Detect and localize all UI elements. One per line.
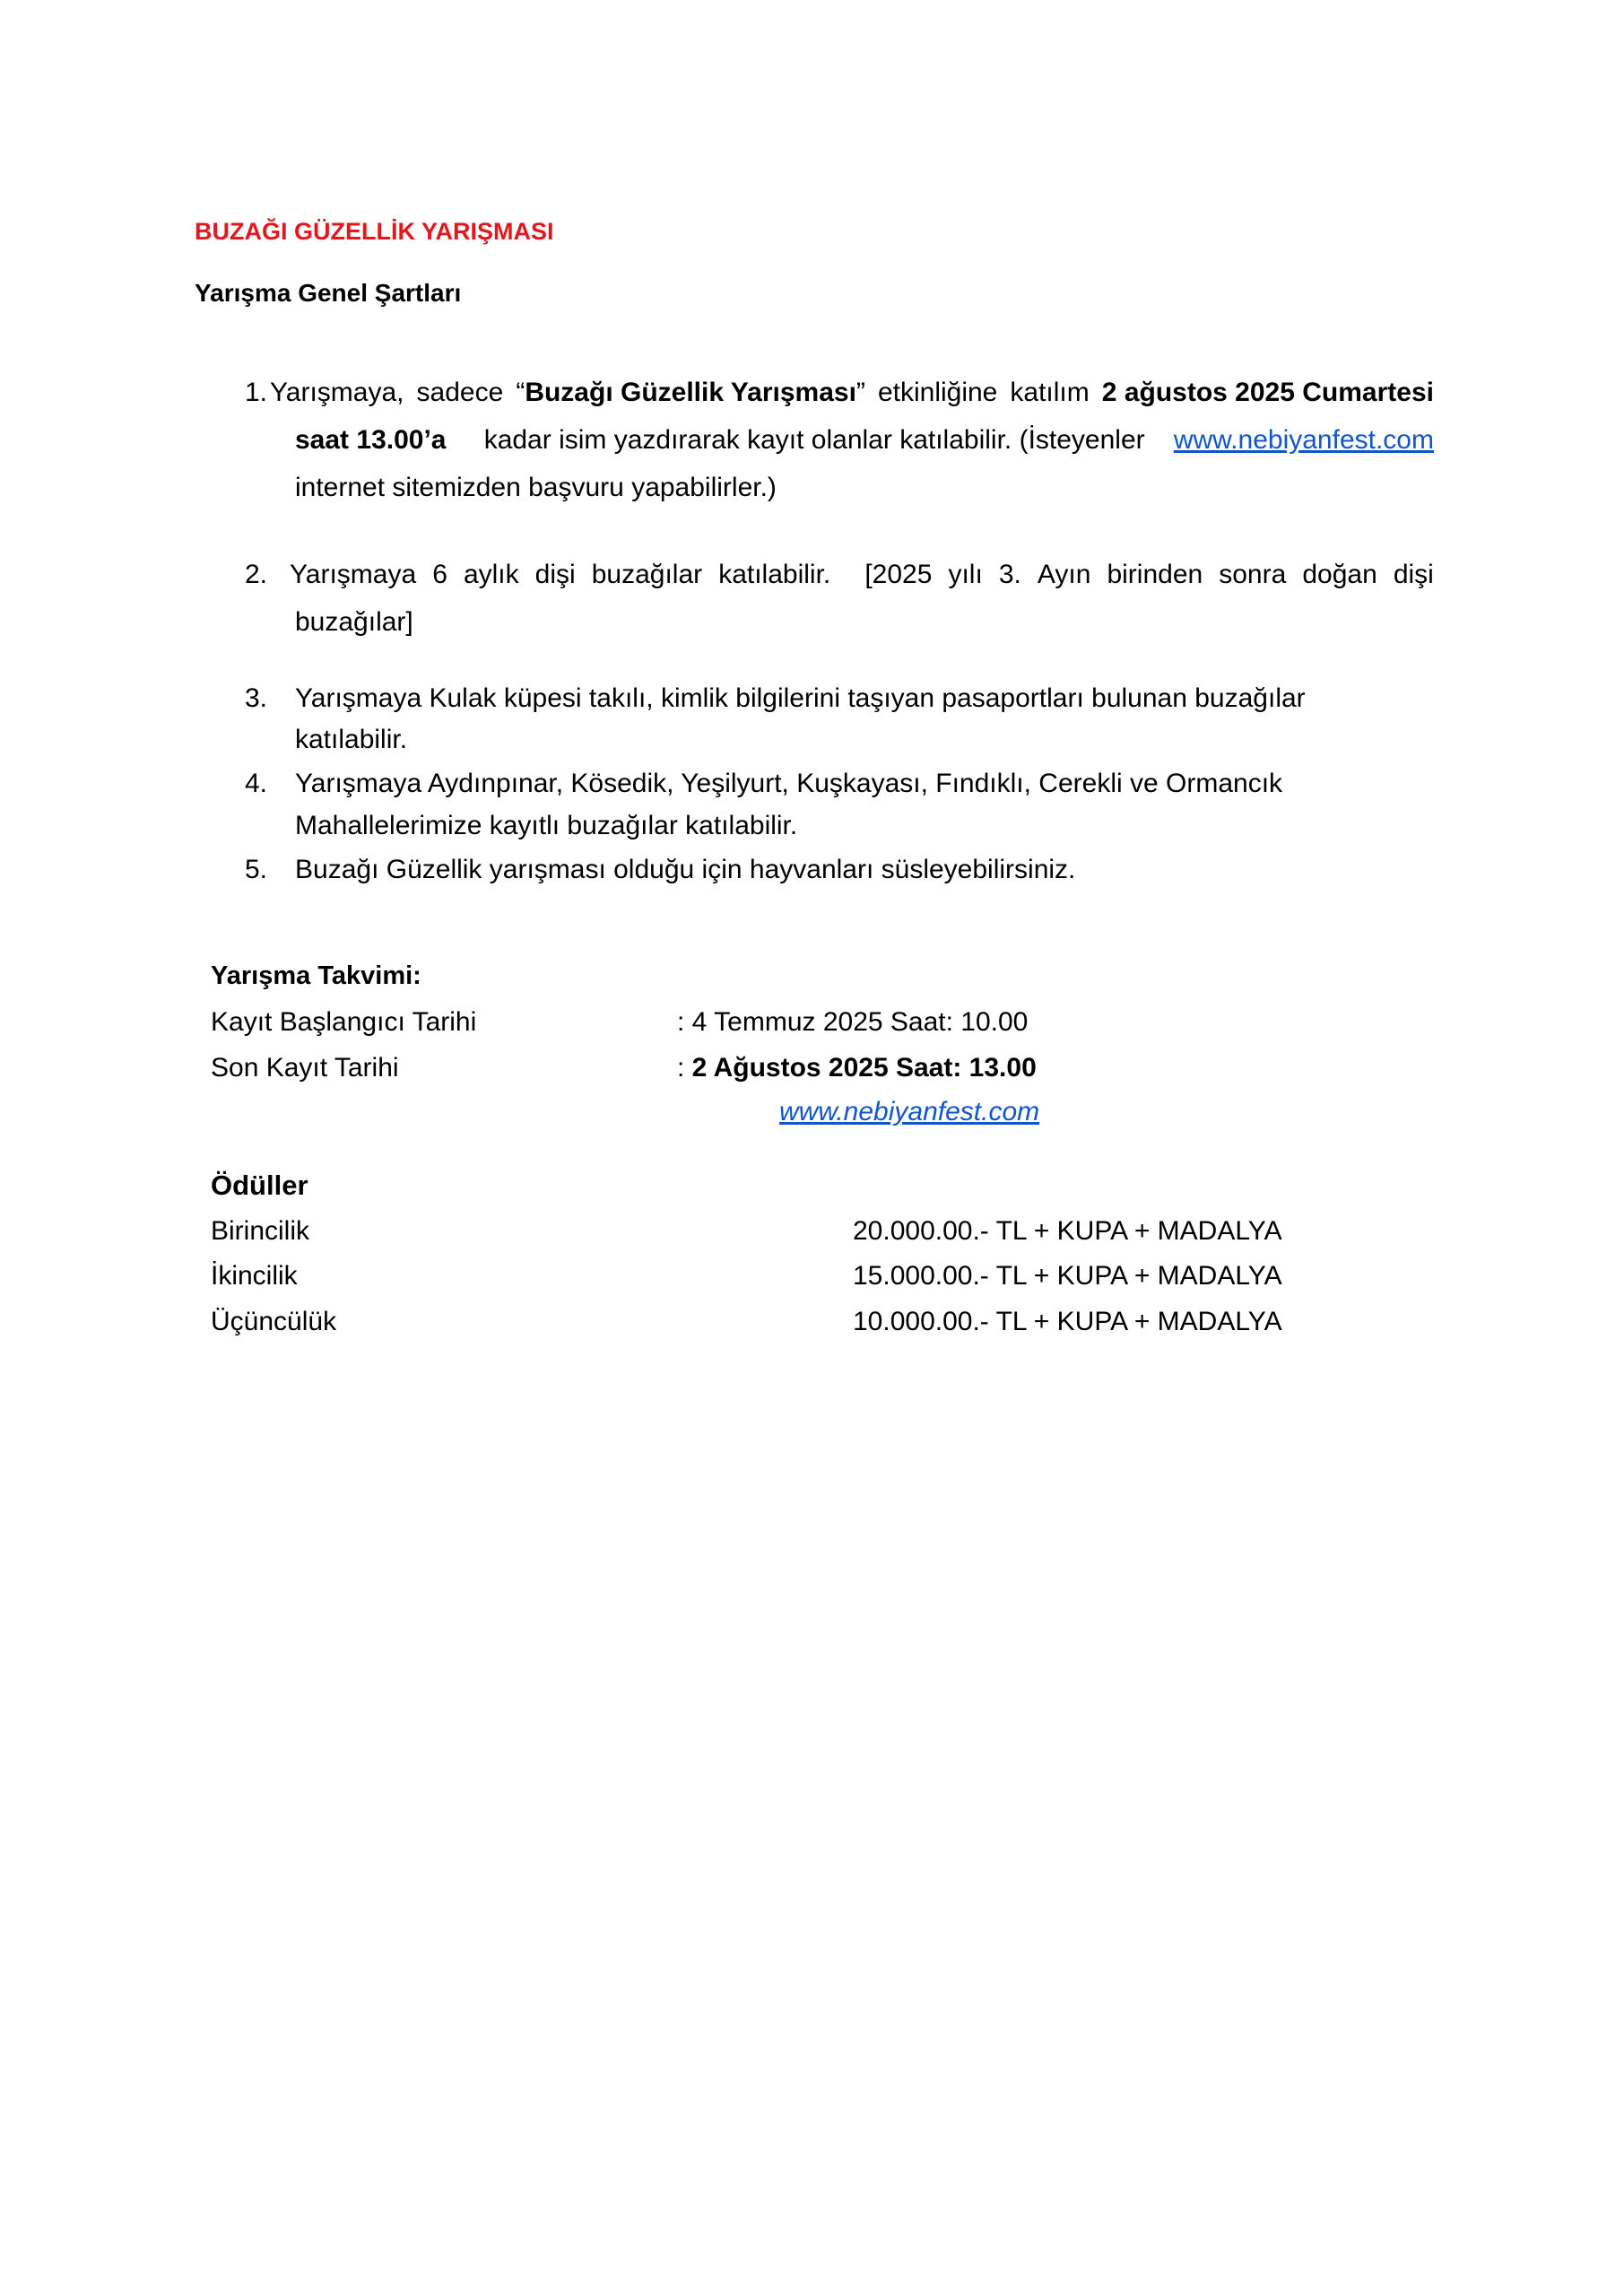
schedule-website-link[interactable]: www.nebiyanfest.com: [779, 1097, 1040, 1126]
rule-number-1: 1.: [245, 378, 268, 407]
rule-4-line-2: Mahallelerimize kayıtlı buzağılar katılabilir.: [295, 811, 798, 840]
rule-2-line-1: Yarışmaya 6 aylık dişi buzağılar katılabilir. [2025 yılı 3. Ayın birinden sonra doğan dişi: [290, 560, 1434, 589]
rule-number-3: 3.: [245, 683, 268, 713]
rule-number-5: 5.: [245, 855, 268, 884]
schedule-title: Yarışma Takvimi:: [211, 961, 421, 990]
rule-number-2: 2.: [245, 560, 268, 589]
schedule-label-end: Son Kayıt Tarihi: [211, 1053, 399, 1083]
rule-3-line-2: katılabilir.: [295, 725, 408, 754]
award-place-1: Birincilik: [211, 1216, 310, 1246]
award-prize-1: 20.000.00.- TL + KUPA + MADALYA: [853, 1216, 1282, 1246]
rule-5-line-1: Buzağı Güzellik yarışması olduğu için hayvanları süsleyebilirsiniz.: [295, 855, 1076, 884]
award-place-2: İkincilik: [211, 1261, 298, 1291]
website-link[interactable]: www.nebiyanfest.com: [1173, 425, 1434, 455]
document-title: BUZAĞI GÜZELLİK YARIŞMASI: [195, 218, 554, 245]
awards-title: Ödüller: [211, 1170, 308, 1201]
schedule-value-end: : 2 Ağustos 2025 Saat: 13.00: [677, 1053, 1037, 1083]
rule-2-line-2: buzağılar]: [295, 607, 413, 637]
award-prize-2: 15.000.00.- TL + KUPA + MADALYA: [853, 1261, 1282, 1291]
rule-3-line-1: Yarışmaya Kulak küpesi takılı, kimlik bilgilerini taşıyan pasaportları bulunan buzağılar: [295, 683, 1306, 713]
award-prize-3: 10.000.00.- TL + KUPA + MADALYA: [853, 1307, 1282, 1336]
rule-1-line-1: Yarışmaya, sadece “Buzağı Güzellik Yarışması” etkinliğine katılım 2 ağustos 2025 Cumartesi: [270, 378, 1434, 407]
rule-number-4: 4.: [245, 769, 268, 798]
rule-1-line-3: internet sitemizden başvuru yapabilirler.): [295, 473, 777, 502]
rule-1-line-2: saat 13.00’a kadar isim yazdırarak kayıt olanlar katılabilir. (İsteyenler www.nebiyanfest.com: [295, 425, 1434, 455]
schedule-value-start: : 4 Temmuz 2025 Saat: 10.00: [677, 1007, 1029, 1037]
rule-4-line-1: Yarışmaya Aydınpınar, Kösedik, Yeşilyurt, Kuşkayası, Fındıklı, Cerekli ve Ormancık: [295, 769, 1283, 798]
document-subtitle: Yarışma Genel Şartları: [195, 279, 462, 307]
schedule-label-start: Kayıt Başlangıcı Tarihi: [211, 1007, 477, 1037]
award-place-3: Üçüncülük: [211, 1307, 337, 1336]
